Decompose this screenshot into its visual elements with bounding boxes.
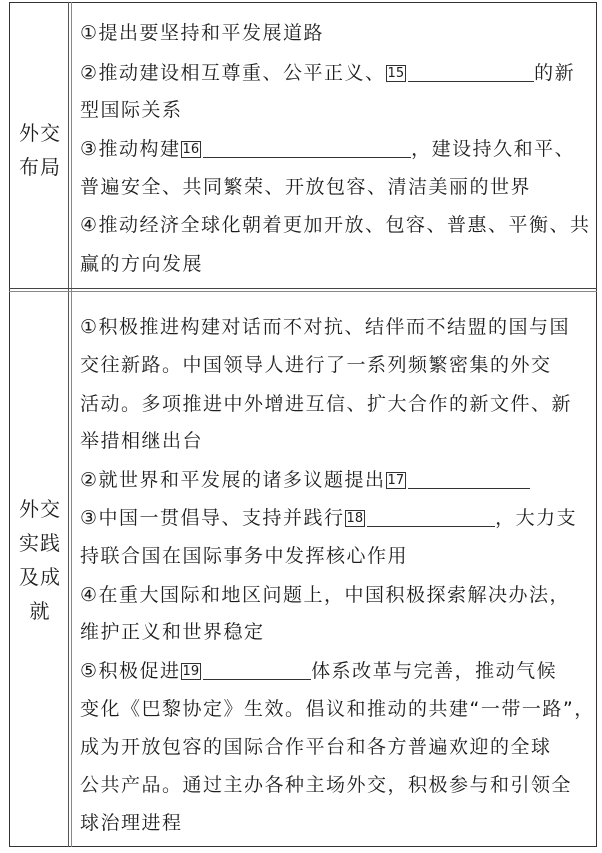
category-label-line: 外交 — [19, 497, 61, 521]
row-divider — [9, 288, 597, 289]
column-divider-inner — [71, 2, 72, 847]
practice-item-5-cont: 变化《巴黎协定》生效。倡议和推动的共建“一带一路”， — [80, 698, 595, 720]
layout-item-1: ①提出要坚持和平发展道路 — [80, 22, 325, 44]
layout-item-4: ④推动经济全球化朝着更加开放、包容、普惠、平衡、共 — [80, 214, 591, 236]
category-label-line: 就 — [29, 599, 51, 623]
category-label-line: 布局 — [19, 155, 61, 179]
practice-item-5: ⑤积极促进 19 体系改革与完善，推动气候 — [80, 660, 558, 682]
layout-item-3-cont: 普遍安全、共同繁荣、开放包容、清洁美丽的世界 — [80, 176, 532, 198]
practice-item-4-cont: 维护正义和世界稳定 — [80, 621, 265, 643]
practice-item-3: ③中国一贯倡导、支持并践行 18 ，大力支 — [80, 507, 578, 529]
column-divider — [68, 2, 69, 847]
practice-item-1: ①积极推进构建对话而不对抗、结伴而不结盟的国与国 — [80, 316, 571, 338]
practice-item-2: ②就世界和平发展的诸多议题提出 17 — [80, 467, 530, 493]
category-label-line: 及成 — [19, 565, 61, 589]
layout-item-3: ③推动构建 16 ，建设持久和平、 — [80, 138, 576, 160]
blank-number-15: 15 — [387, 66, 405, 81]
practice-item-3-cont: 持联合国在国际事务中发挥核心作用 — [80, 545, 409, 567]
practice-item-4: ④在重大国际和地区问题上，中国积极探索解决办法， — [80, 584, 571, 606]
practice-item-5-cont: 公共产品。通过主办各种主场外交，积极参与和引领全 — [80, 774, 573, 796]
practice-item-5-cont: 球治理进程 — [80, 812, 183, 834]
row-divider-inner — [9, 291, 597, 292]
fill-blank-19[interactable] — [203, 659, 311, 680]
fill-blank-16[interactable] — [203, 137, 411, 158]
blank-number-18: 18 — [346, 511, 364, 526]
layout-item-2-cont: 型国际关系 — [80, 99, 183, 121]
practice-item-5-cont: 成为开放包容的国际合作平台和各方普遍欢迎的全球 — [80, 736, 552, 758]
category-label-line: 实践 — [19, 531, 61, 555]
layout-item-2: ②推动建设相互尊重、公平正义、 15 的新 — [80, 62, 576, 84]
blank-number-16: 16 — [182, 142, 200, 157]
practice-item-1-cont: 举措相继出台 — [80, 430, 204, 452]
fill-blank-15[interactable] — [408, 61, 534, 82]
blank-number-19: 19 — [182, 664, 200, 679]
fill-blank-17[interactable] — [408, 468, 530, 489]
practice-item-1-cont: 交往新路。中国领导人进行了一系列频繁密集的外交 — [80, 354, 552, 376]
category-diplomatic-layout — [12, 116, 68, 184]
practice-item-1-cont: 活动。多项推进中外增进互信、扩大合作的新文件、新 — [80, 393, 573, 415]
fill-blank-18[interactable] — [367, 506, 495, 527]
blank-number-17: 17 — [387, 473, 405, 488]
layout-item-4-cont: 赢的方向发展 — [80, 253, 204, 275]
category-label-line: 外交 — [19, 121, 61, 145]
category-diplomatic-practice — [12, 492, 68, 628]
